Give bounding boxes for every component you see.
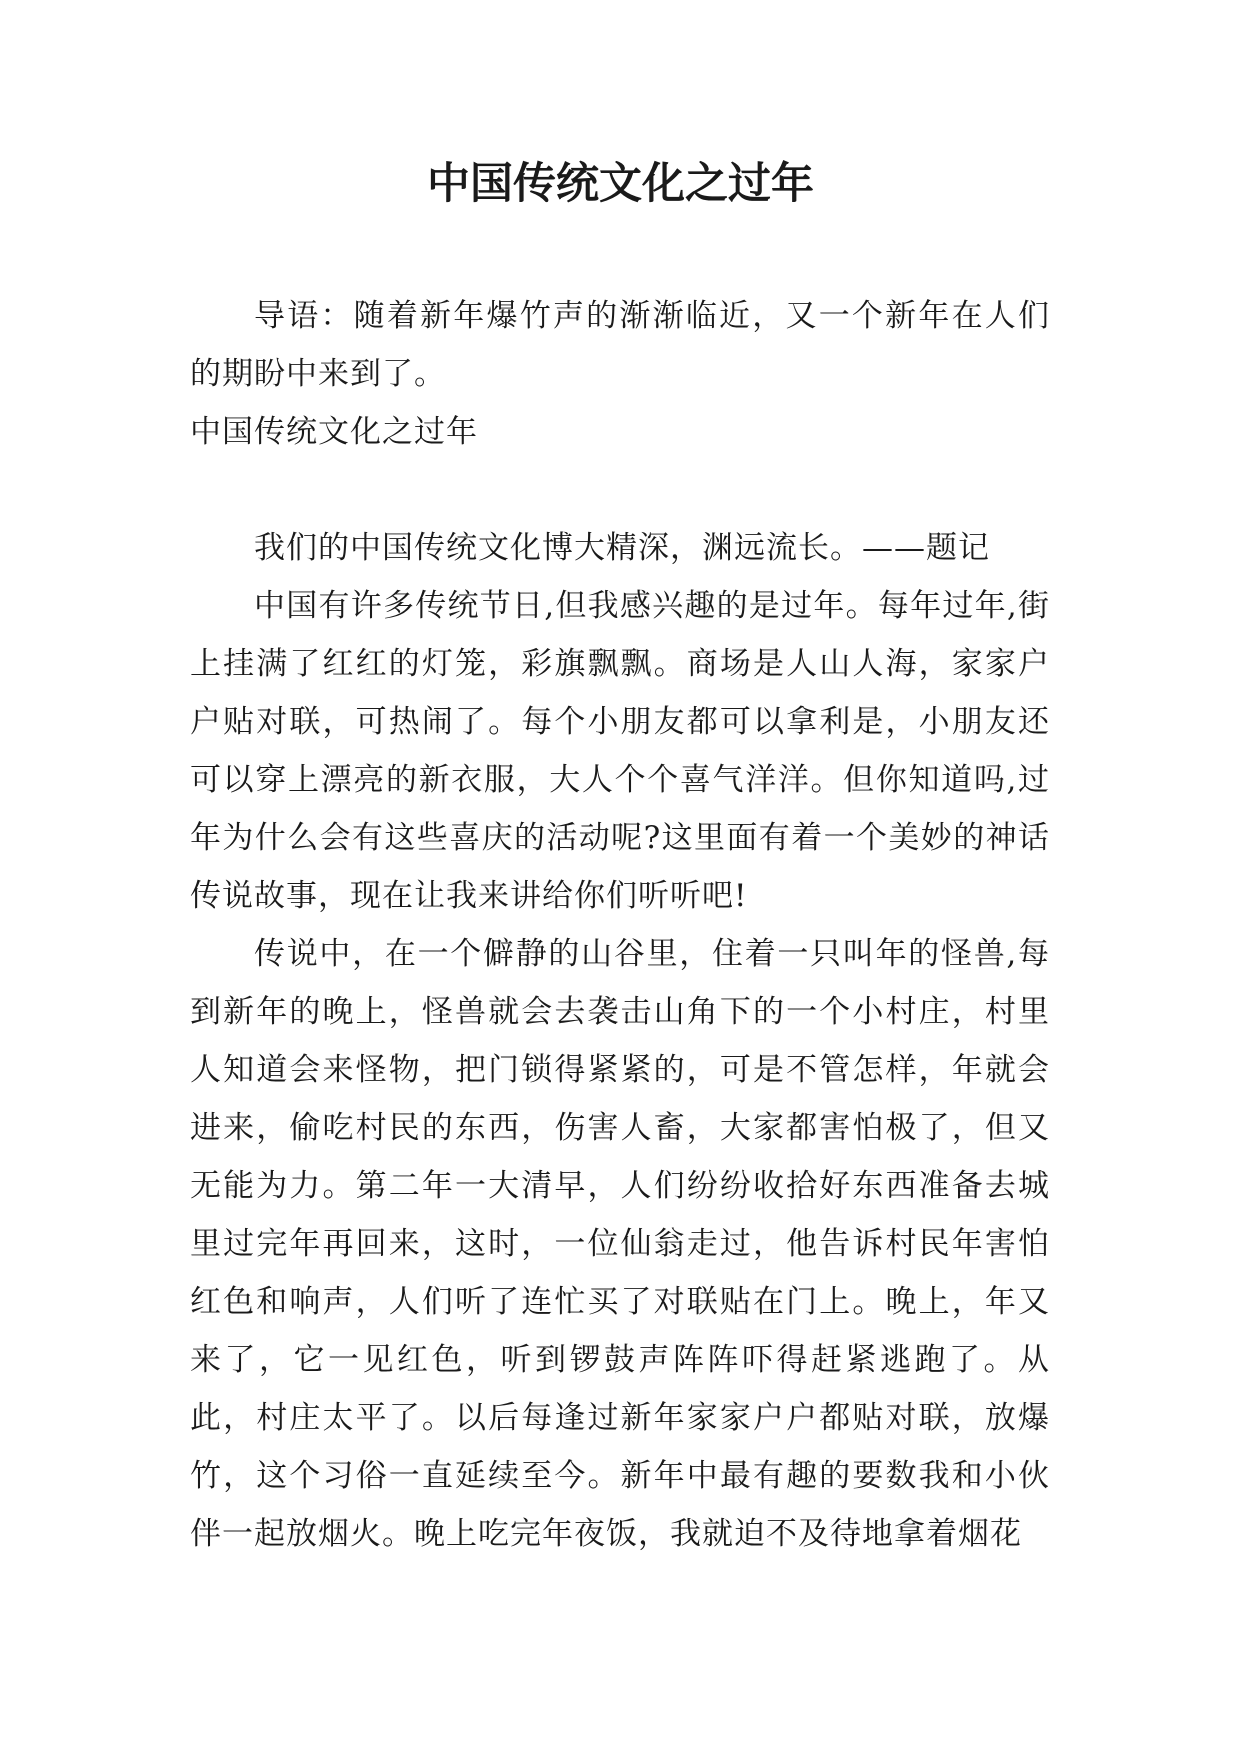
document-title: 中国传统文化之过年: [427, 159, 814, 209]
body-paragraph-2: 传说中，在一个僻静的山谷里，住着一只叫年的怪兽,每到新年的晚上，怪兽就会去袭击山角下的一个小村庄，村里人知道会来怪物，把门锁得紧紧的，可是不管怎样，年就会进来，偷吃村民的东西，伤害人畜，大家都害怕极了，但又无能为力。第二年一大清早，人们纷纷收拾好东西准备去城里过完年再回来，这时，一位仙翁走过，他告诉村民年害怕红色和响声，人们听了连忙买了对联贴在门上。晚上，年又来了，它一见红色，听到锣鼓声阵阵吓得赶紧逃跑了。从此，村庄太平了。以后每逢过新年家家户户都贴对联，放爆竹，这个习俗一直延续至今。新年中最有趣的要数我和小伙伴一起放烟火。晚上吃完年夜饭，我就迫不及待地拿着烟花: [190, 936, 1050, 1552]
intro-paragraph: 导语：随着新年爆竹声的渐渐临近，又一个新年在人们的期盼中来到了。: [190, 298, 1050, 392]
document-subtitle: 中国传统文化之过年: [190, 414, 478, 450]
epigraph: 我们的中国传统文化博大精深，渊远流长。——题记: [254, 530, 990, 566]
body-paragraph-1: 中国有许多传统节日,但我感兴趣的是过年。每年过年,街上挂满了红红的灯笼，彩旗飘飘。商场是人山人海，家家户户贴对联，可热闹了。每个小朋友都可以拿利是，小朋友还可以穿上漂亮的新衣服，大人个个喜气洋洋。但你知道吗,过年为什么会有这些喜庆的活动呢?这里面有着一个美妙的神话传说故事，现在让我来讲给你们听听吧!: [190, 588, 1050, 914]
